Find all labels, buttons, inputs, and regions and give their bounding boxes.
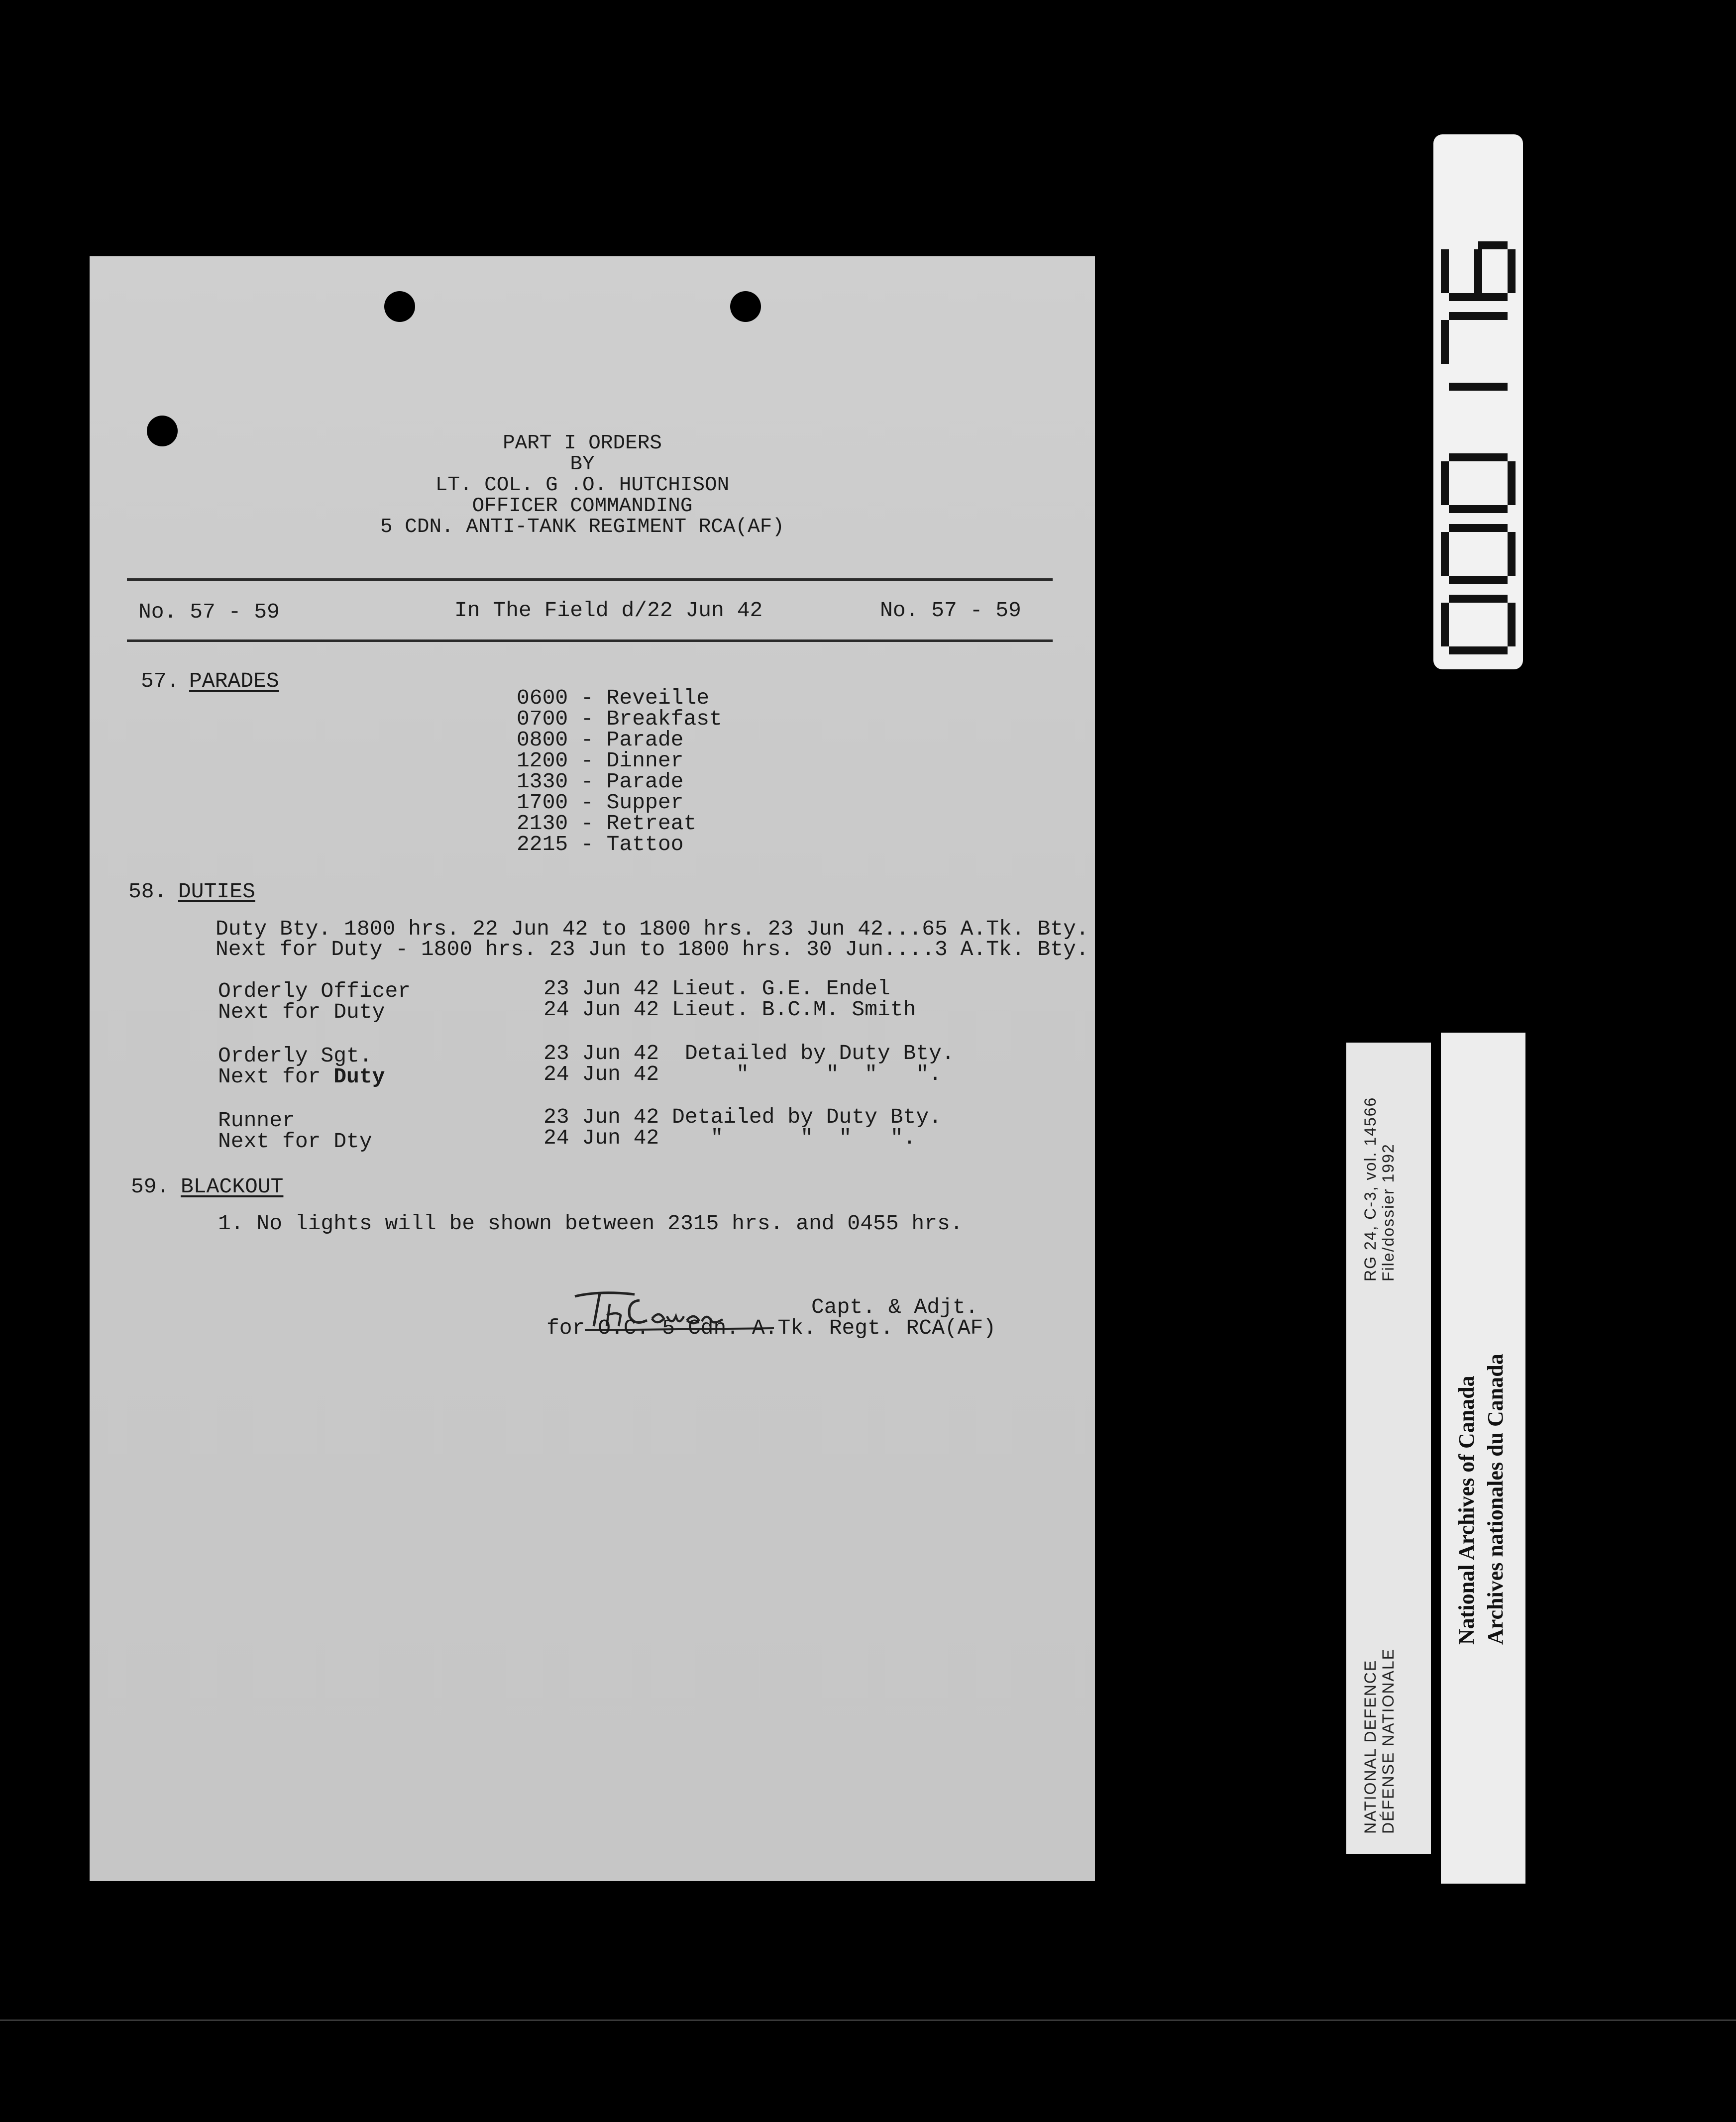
header-line-1: PART I ORDERS <box>503 432 662 455</box>
section-57-title: PARADES <box>189 669 279 693</box>
digit-segment <box>1478 505 1508 513</box>
schedule-item: 0700 - Breakfast <box>517 707 722 731</box>
section-58-title: DUTIES <box>178 879 255 904</box>
digit-segment <box>1441 532 1449 576</box>
digit-segment <box>1449 524 1478 532</box>
divider-bottom <box>127 639 1053 642</box>
digit-segment <box>1478 383 1508 391</box>
digit-segment <box>1508 249 1516 293</box>
department-line-fr: DÉFENSE NATIONALE <box>1379 1648 1397 1834</box>
digit-segment <box>1508 532 1516 576</box>
digit-segment <box>1478 595 1508 603</box>
schedule-item: 2215 - Tattoo <box>517 832 684 856</box>
digit-segment <box>1478 241 1508 249</box>
digit-segment <box>1441 320 1449 364</box>
microfilm-edge-line <box>0 2019 1736 2021</box>
punch-hole <box>384 291 415 322</box>
archive-reference-line: RG 24, C-3, vol. 14566 <box>1361 1096 1379 1281</box>
schedule-item: 0600 - Reveille <box>517 686 710 710</box>
orderly-sgt-next-label <box>218 1066 385 1088</box>
frame-digit <box>1441 453 1516 513</box>
section-58-number: 58. <box>128 879 167 904</box>
orderly-officer-label: Orderly Officer <box>218 979 411 1003</box>
orderly-officer-next-value: 24 Jun 42 Lieut. B.C.M. Smith <box>543 997 916 1022</box>
header-line-2: BY <box>570 453 595 476</box>
digit-segment <box>1474 249 1482 293</box>
digit-segment <box>1478 576 1508 584</box>
digit-segment <box>1478 524 1508 532</box>
next-duty-battery-line: Next for Duty - 1800 hrs. 23 Jun to 1800 hrs. 30 Jun....3 A.Tk. Bty. <box>216 937 1089 961</box>
orderly-officer-next-label: Next for Duty <box>218 1000 385 1024</box>
orderly-sgt-value: 23 Jun 42 Detailed by Duty Bty. <box>543 1041 955 1065</box>
duty-battery-line: Duty Bty. 1800 hrs. 22 Jun 42 to 1800 hrs. 23 Jun 42...65 A.Tk. Bty. <box>216 917 1089 941</box>
frame-number-digits <box>1433 134 1523 669</box>
schedule-item: 0800 - Parade <box>517 728 684 752</box>
digit-segment <box>1449 576 1478 584</box>
runner-value: 23 Jun 42 Detailed by Duty Bty. <box>543 1105 942 1129</box>
section-59-number: 59. <box>131 1174 170 1199</box>
punch-hole <box>730 291 761 322</box>
digit-segment <box>1478 293 1508 301</box>
order-place-date: In The Field d/22 Jun 42 <box>454 598 763 623</box>
runner-next-label: Next for Dty <box>218 1129 372 1154</box>
frame-number-stamp <box>1433 134 1523 669</box>
header-line-3: LT. COL. G .O. HUTCHISON <box>435 474 730 497</box>
order-number-left: No. 57 - 59 <box>138 600 280 624</box>
header-line-5: 5 CDN. ANTI-TANK REGIMENT RCA(AF) <box>380 516 784 538</box>
digit-segment <box>1508 461 1516 505</box>
digit-segment <box>1441 249 1449 293</box>
archive-label-institution <box>1441 1033 1525 1884</box>
schedule-item: 2130 - Retreat <box>517 811 697 836</box>
archive-label-reference <box>1346 1043 1431 1854</box>
digit-segment <box>1449 646 1478 654</box>
digit-segment <box>1449 383 1478 391</box>
runner-label: Runner <box>218 1108 295 1133</box>
schedule-item: 1700 - Supper <box>517 790 684 815</box>
digit-segment <box>1478 312 1508 320</box>
digit-segment <box>1449 505 1478 513</box>
digit-segment <box>1449 293 1478 301</box>
digit-segment <box>1478 646 1508 654</box>
frame-digit <box>1449 383 1508 391</box>
header-line-4: OFFICER COMMANDING <box>472 495 693 518</box>
runner-next-value: 24 Jun 42 " " " ". <box>543 1126 916 1150</box>
digit-segment <box>1449 595 1478 603</box>
schedule-item: 1330 - Parade <box>517 769 684 794</box>
document-page <box>90 256 1095 1881</box>
section-59-title: BLACKOUT <box>181 1174 284 1199</box>
schedule-item: 1200 - Dinner <box>517 748 684 773</box>
digit-segment <box>1478 453 1508 461</box>
orderly-officer-value: 23 Jun 42 Lieut. G.E. Endel <box>543 976 890 1001</box>
orderly-sgt-label: Orderly Sgt. <box>218 1044 372 1068</box>
archives-name-fr: Archives nationales du Canada <box>1483 1354 1508 1645</box>
digit-segment <box>1441 603 1449 646</box>
section-57-number: 57. <box>141 669 180 693</box>
divider-top <box>127 578 1053 581</box>
frame-digit <box>1441 595 1516 654</box>
order-number-right: No. 57 - 59 <box>880 598 1021 623</box>
digit-segment <box>1508 603 1516 646</box>
archives-name-en: National Archives of Canada <box>1454 1376 1479 1645</box>
blackout-item-1: 1. No lights will be shown between 2315 hrs. and 0455 hrs. <box>218 1211 963 1236</box>
orderly-sgt-next-value: 24 Jun 42 " " " ". <box>543 1062 942 1086</box>
signature-for-line: for O.C. 5 Cdn. A.Tk. Regt. RCA(AF) <box>546 1316 996 1340</box>
digit-segment <box>1449 312 1478 320</box>
orderly-sgt-next-label-duty: Duty <box>333 1064 385 1089</box>
frame-digit <box>1441 312 1508 364</box>
digit-segment <box>1441 461 1449 505</box>
frame-digit <box>1441 524 1516 584</box>
signatory-rank: Capt. & Adjt. <box>811 1295 978 1319</box>
department-line-en: NATIONAL DEFENCE <box>1361 1659 1379 1834</box>
file-dossier-line: File/dossier 1992 <box>1379 1143 1397 1281</box>
frame-digit <box>1441 241 1516 301</box>
orderly-sgt-next-label-text: Next for <box>218 1064 334 1089</box>
digit-segment <box>1449 453 1478 461</box>
